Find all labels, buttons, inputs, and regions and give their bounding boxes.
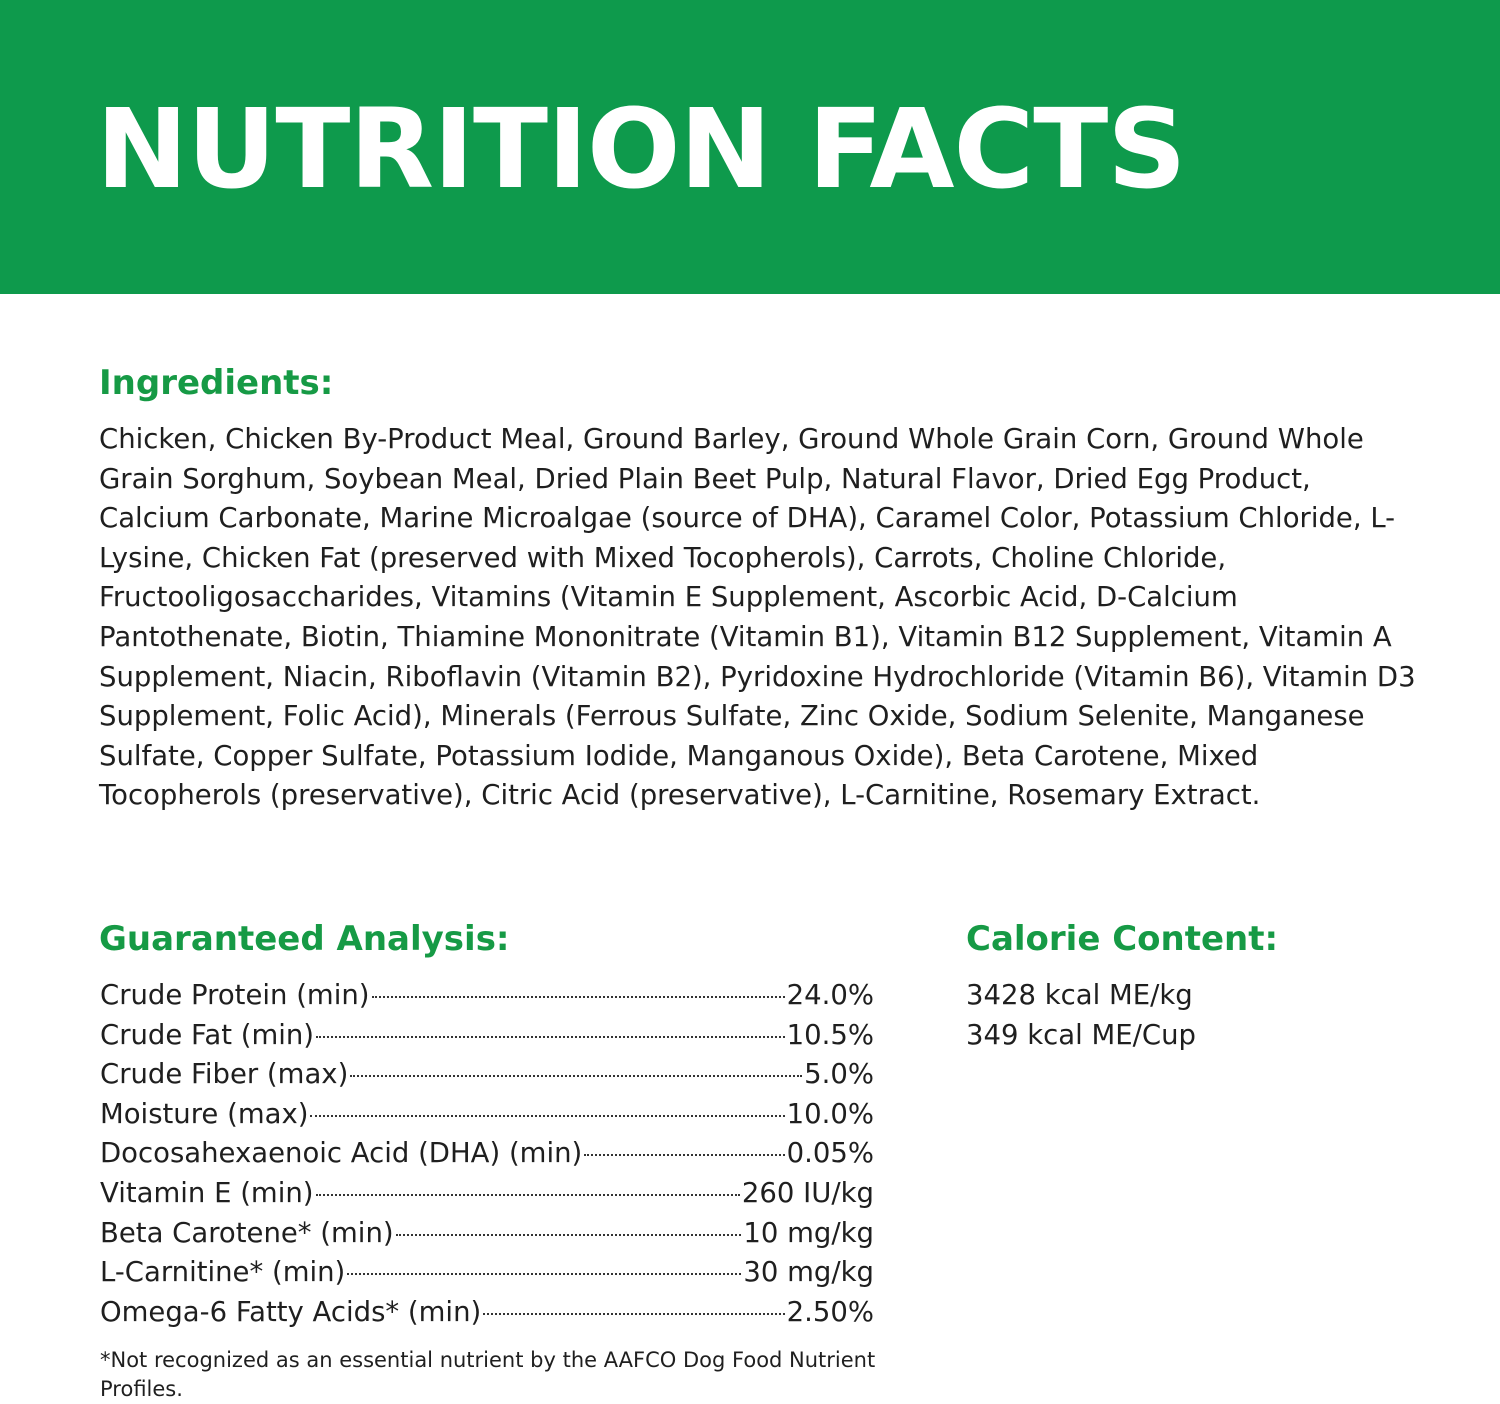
header-banner (0, 0, 1500, 294)
calorie-per-kg: 3428 kcal ME/kg (966, 979, 1193, 1011)
nutrient-value: 5.0% (804, 1058, 874, 1091)
nutrient-value: 30 mg/kg (743, 1256, 874, 1289)
nutrient-value: 0.05% (786, 1137, 874, 1170)
guaranteed-analysis-heading: Guaranteed Analysis: (99, 919, 510, 959)
analysis-row (100, 1253, 874, 1293)
ingredients-list-text: Chicken, Chicken By-Product Meal, Ground Barley, Ground Whole Grain Corn, Ground Whole Grain Sorghum, Soybean Meal, Dried Plain Beet Pulp, Natural Flavor, Dried Egg Product, Calcium Carbonate, Marine Microalgae (source of DHA), Caramel Color, Potassium Chloride, L-Lysine, Chicken Fat (preserved with Mixed Tocopherols), Carrots, Choline Chloride, Fructooligosaccharides, Vitamins (Vitamin E Supplement, Ascorbic Acid, D-Calcium Pantothenate, Biotin, Thiamine Mononitrate (Vitamin B1), Vitamin B12 Supplement, Vitamin A Supplement, Niacin, Riboflavin (Vitamin B2), Pyridoxine Hydrochloride (Vitamin B6), Vitamin D3 Supplement, Folic Acid), Minerals (Ferrous Sulfate, Zinc Oxide, Sodium Selenite, Manganese Sulfate, Copper Sulfate, Potassium Iodide, Manganous Oxide), Beta Carotene, Mixed Tocopherols (preservative), Citric Acid (preservative), L-Carnitine, Rosemary Extract. (99, 423, 1416, 812)
dot-leader (316, 1036, 785, 1038)
guaranteed-analysis-table (100, 976, 874, 1332)
nutrient-value: 2.50% (786, 1295, 874, 1328)
nutrient-name: Beta Carotene* (min) (100, 1216, 394, 1249)
calorie-content-heading: Calorie Content: (966, 919, 1279, 959)
dot-leader (372, 996, 785, 998)
calorie-content-list (966, 976, 1196, 1055)
dot-leader (483, 1313, 784, 1315)
analysis-row (100, 1095, 874, 1135)
nutrient-name: Crude Fiber (max) (100, 1058, 349, 1091)
analysis-row (100, 1214, 874, 1254)
analysis-row (100, 1174, 874, 1214)
nutrient-name: Docosahexaenoic Acid (DHA) (min) (100, 1137, 583, 1170)
analysis-row (100, 1055, 874, 1095)
nutrient-value: 10 mg/kg (743, 1216, 874, 1249)
nutrient-value: 24.0% (786, 979, 874, 1011)
page-title: NUTRITION FACTS (96, 85, 1186, 213)
nutrient-name: Crude Protein (min) (100, 979, 370, 1011)
aafco-footnote: *Not recognized as an essential nutrient by the AAFCO Dog Food Nutrient Profiles. (100, 1348, 876, 1401)
dot-leader (350, 1075, 802, 1077)
dot-leader (584, 1154, 784, 1156)
nutrient-name: Omega-6 Fatty Acids* (min) (100, 1295, 482, 1328)
dot-leader (310, 1115, 784, 1117)
nutrient-name: Moisture (max) (100, 1097, 309, 1130)
dot-leader (396, 1234, 742, 1236)
analysis-row (100, 1134, 874, 1174)
analysis-row (100, 1293, 874, 1333)
dot-leader (347, 1273, 741, 1275)
analysis-row (100, 1016, 874, 1056)
nutrient-name: Vitamin E (min) (100, 1176, 314, 1209)
nutrient-name: Crude Fat (min) (100, 1018, 315, 1051)
analysis-row (100, 976, 874, 1016)
nutrient-value: 260 IU/kg (741, 1176, 874, 1209)
dot-leader (316, 1194, 740, 1196)
ingredients-heading: Ingredients: (99, 363, 334, 403)
nutrient-value: 10.5% (786, 1018, 874, 1051)
nutrient-value: 10.0% (786, 1097, 874, 1130)
nutrient-name: L-Carnitine* (min) (100, 1256, 346, 1289)
calorie-per-cup: 349 kcal ME/Cup (966, 1018, 1196, 1051)
